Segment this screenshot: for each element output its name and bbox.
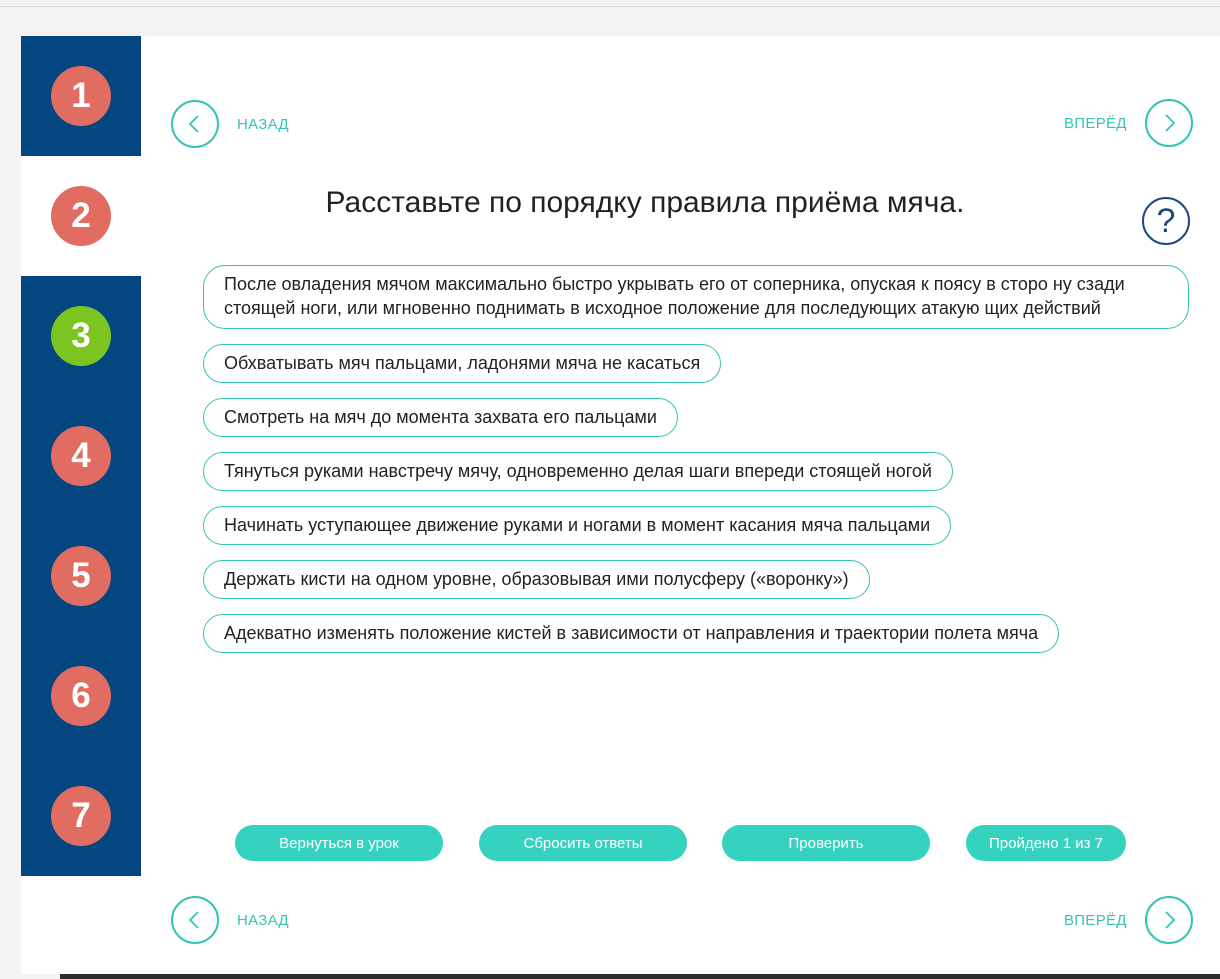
step-number-6: 6 [51,666,111,726]
nav-next-bottom[interactable] [1064,896,1193,944]
step-number-2: 2 [51,186,111,246]
answer-item-2[interactable]: Обхватывать мяч пальцами, ладонями мяча не касаться [203,344,721,383]
answer-item-7[interactable]: Адекватно изменять положение кистей в зависимости от направления и траектории полета мяча [203,614,1059,653]
step-number-4: 4 [51,426,111,486]
nav-prev-label[interactable]: НАЗАД [237,911,289,929]
step-item-7[interactable] [21,756,141,876]
answer-item-4[interactable]: Тянуться руками навстречу мячу, одновременно делая шаги впереди стоящей ногой [203,452,953,491]
chevron-left-icon[interactable] [171,896,219,944]
help-icon[interactable]: ? [1142,197,1190,245]
answer-list [203,265,1193,668]
nav-prev-bottom[interactable] [171,896,289,944]
bottom-edge [60,974,1220,979]
answer-item-5[interactable]: Начинать уступающее движение руками и ногами в момент касания мяча пальцами [203,506,951,545]
step-item-2[interactable] [21,156,141,276]
nav-next-label[interactable]: ВПЕРЁД [1064,911,1127,929]
chevron-right-icon[interactable] [1145,99,1193,147]
step-sidebar [21,36,141,876]
nav-next-label[interactable]: ВПЕРЁД [1064,114,1127,132]
nav-next-top[interactable] [1064,99,1193,147]
step-item-6[interactable] [21,636,141,756]
nav-prev-top[interactable] [171,100,289,148]
chevron-right-icon[interactable] [1145,896,1193,944]
browser-top-strip [0,0,1220,7]
answer-item-6[interactable]: Держать кисти на одном уровне, образовывая ими полусферу («воронку») [203,560,870,599]
step-item-4[interactable] [21,396,141,516]
step-number-3: 3 [51,306,111,366]
question-title: Расставьте по порядку правила приёма мяча. [325,186,965,219]
nav-prev-label[interactable]: НАЗАД [237,115,289,133]
chevron-left-icon[interactable] [171,100,219,148]
back-to-lesson-button[interactable]: Вернуться в урок [235,825,443,861]
step-item-3[interactable] [21,276,141,396]
step-number-5: 5 [51,546,111,606]
answer-item-3[interactable]: Смотреть на мяч до момента захвата его пальцами [203,398,678,437]
step-item-1[interactable] [21,36,141,156]
progress-button[interactable]: Пройдено 1 из 7 [966,825,1126,861]
step-item-5[interactable] [21,516,141,636]
check-button[interactable]: Проверить [722,825,930,861]
reset-answers-button[interactable]: Сбросить ответы [479,825,687,861]
step-number-1: 1 [51,66,111,126]
step-number-7: 7 [51,786,111,846]
answer-item-1[interactable]: После овладения мячом максимально быстро укрывать его от соперника, опуская к поясу в сторо ну сзади стоящей ноги, или мгновенно поднимать в исходное положение для последующих атакую щих действий [203,265,1189,329]
